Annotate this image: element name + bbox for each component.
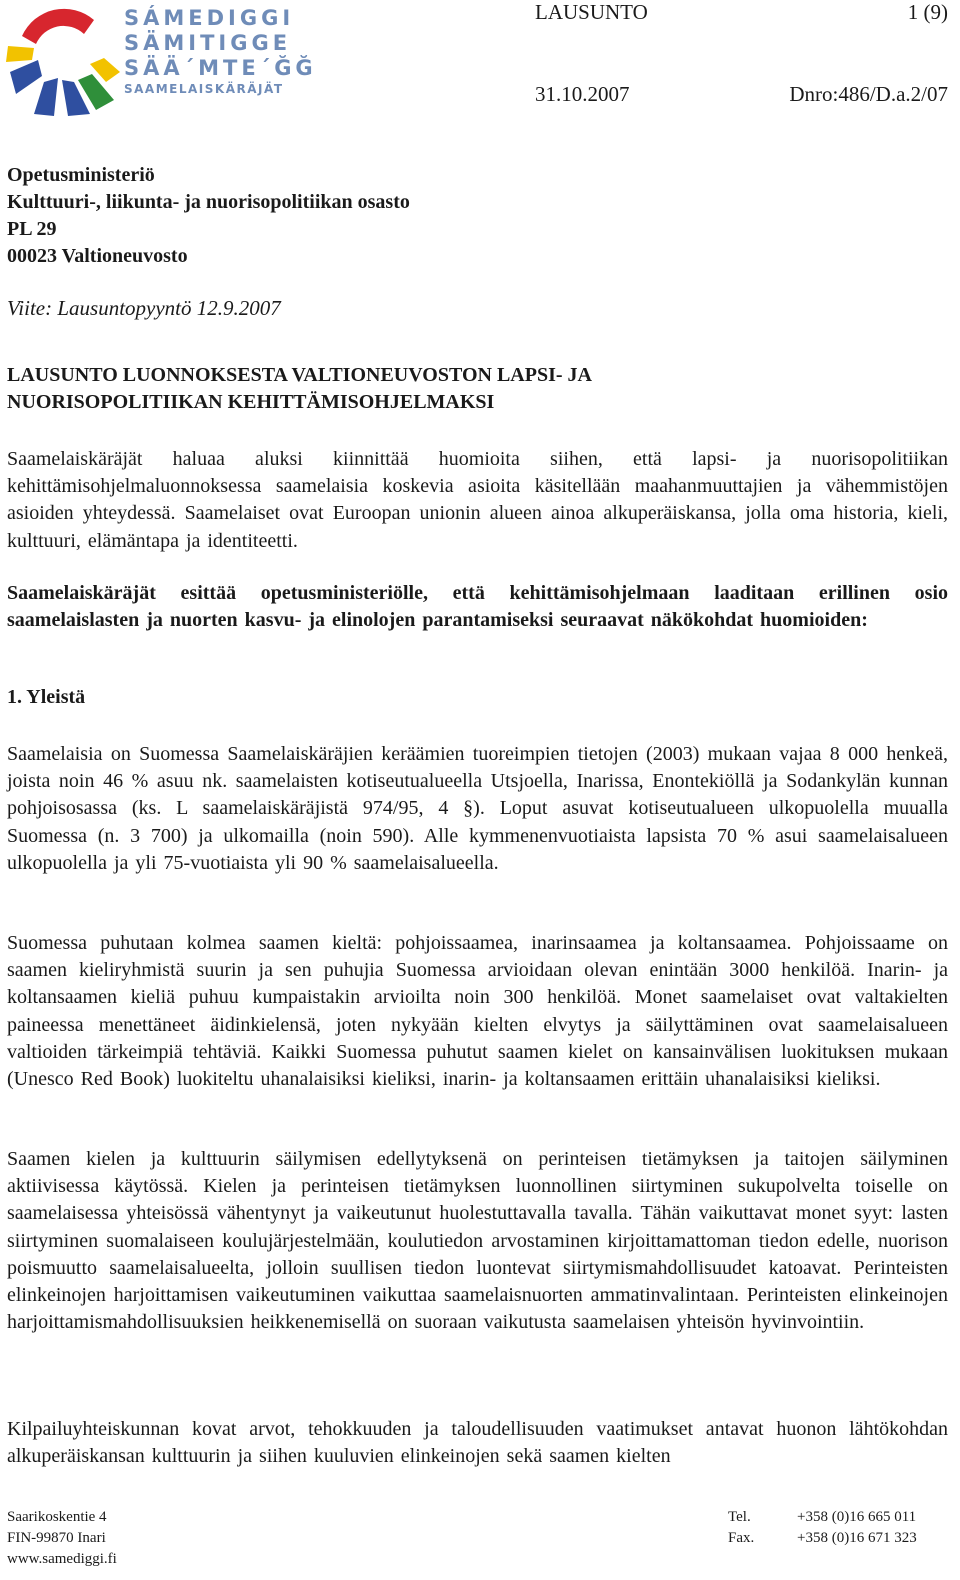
- recipient-line: Opetusministeriö: [7, 164, 155, 186]
- body-paragraph-1: Saamelaisia on Suomessa Saamelaiskäräjien keräämien tuoreimpien tietojen (2003) mukaan vajaa 8 000 henkeä, joista noin 46 % asuu nk. saamelaisten kotiseutualueella Utsjoella, Inarissa, Enontekiöllä ja Sodankylän kunnan pohjoisosassa (ks. L saamelaiskäräjistä 974/95, 4 §). Loput asuvat kotiseutualueen ulkopuolella muualla Suomessa (n. 3 700) ja ulkomailla (noin 590). Alle kymmenenvuotiaista lapsista 70 % asui saamelaisalueen ulkopuolella ja yli 75-vuotiaista yli 90 % saamelaisalueella.: [7, 743, 948, 874]
- footer-phone-numbers: [797, 1507, 917, 1549]
- sun-emblem-icon: [4, 2, 124, 122]
- footer-website-link[interactable]: www.samediggi.fi: [7, 1551, 117, 1567]
- recipient-line: 00023 Valtioneuvosto: [7, 245, 188, 267]
- logo-line-1: SÁMEDIGGI: [124, 6, 295, 30]
- body-paragraph-4: Kilpailuyhteiskunnan kovat arvot, tehokkuuden ja taloudellisuuden vaatimukset antavat huonon lähtökohdan alkuperäiskansan kulttuurin ja siihen kuuluvien elinkeinojen sekä saamen kielten: [7, 1418, 948, 1468]
- footer-address: [7, 1507, 117, 1570]
- title-line-1: LAUSUNTO LUONNOKSESTA VALTIONEUVOSTON LAPSI- JA: [7, 364, 592, 386]
- intro-paragraph: Saamelaiskäräjät haluaa aluksi kiinnittää huomioita siihen, että lapsi- ja nuorisopolitiikan kehittämisohjelmaluonnoksessa saamelaisia koskevia asioita käsitellään maahanmuuttajien ja vähemmistöjen asioiden yhteydessä. Saamelaiset ovat Euroopan unionin alueen ainoa alkuperäiskansa, jolla oma historia, kieli, kulttuuri, elämäntapa ja identiteetti.: [7, 448, 948, 552]
- document-title: [7, 362, 953, 416]
- fax-label: Fax.: [728, 1530, 755, 1546]
- document-type: LAUSUNTO: [535, 0, 648, 24]
- reference-line: Viite: Lausuntopyyntö 12.9.2007: [7, 296, 281, 320]
- footer-postal: FIN-99870 Inari: [7, 1530, 106, 1546]
- recipient-line: Kulttuuri-, liikunta- ja nuorisopolitiikan osasto: [7, 191, 410, 213]
- footer-phone-labels: [728, 1507, 754, 1549]
- title-line-2: NUORISOPOLITIIKAN KEHITTÄMISOHJELMAKSI: [7, 391, 495, 413]
- tel-label: Tel.: [728, 1509, 751, 1525]
- tel-number: +358 (0)16 665 011: [797, 1509, 917, 1525]
- document-date: 31.10.2007: [535, 82, 630, 106]
- logo-subtitle: SAAMELAISKÄRÄJÄT: [124, 82, 284, 96]
- recipient-line: PL 29: [7, 218, 57, 240]
- body-paragraph-3: Saamen kielen ja kulttuurin säilymisen edellytyksenä on perinteisen tietämyksen ja taitojen säilyminen aktiivisessa käytössä. Kielen ja perinteisen tietämyksen luonnollinen siirtyminen sukupolvelta toiselle on saamelaisessa yhteisössä vähentynyt ja vaikeutunut huolestuttavalla tavalla. Tähän vaikuttavat monet syyt: lasten siirtyminen suomalaiseen koulujärjestelmään, koulutiedon arvostaminen kirjoittamattoman tiedon edelle, nuorison poismuutto saamelaisalueelta, jolloin suullisen tiedon luontevat siirtymismahdollisuudet katoavat. Perinteisten elinkeinojen harjoittamisen vaikeutuminen vaikuttaa saamelaisnuorten ammatinvalintaan. Perinteisten elinkeinojen harjoittamismahdollisuuksien heikkenemisellä on suoraan vaikutusta saamelaisen yhteisön hyvinvointiin.: [7, 1148, 948, 1334]
- recipient-address: [7, 162, 410, 270]
- document-number: Dnro:486/D.a.2/07: [789, 82, 948, 106]
- samediggi-logo: [4, 2, 317, 122]
- proposal-paragraph: Saamelaiskäräjät esittää opetusministeriölle, että kehittämisohjelmaan laaditaan erillinen osio saamelaislasten ja nuorten kasvu- ja elinolojen parantamiseksi seuraavat näkökohdat huomioiden:: [7, 582, 948, 632]
- section-heading: 1. Yleistä: [7, 686, 86, 708]
- fax-number: +358 (0)16 671 323: [797, 1530, 917, 1546]
- page-number: 1 (9): [907, 0, 948, 24]
- body-paragraph-2: Suomessa puhutaan kolmea saamen kieltä: pohjoissaamea, inarinsaamea ja koltansaamea. Pohjoissaame on saamen kieliryhmistä suurin ja sen puhujia Suomessa arvioidaan olevan enintään 3000 henkilöä. Inarin- ja koltansaamen kieliä puhuu kumpaistakin arvioilta noin 300 henkilöä. Monet saamelaiset ovat valtakielten paineessa menettäneet äidinkielensä, joten nykyään kielten elvytys ja säilyttäminen ovat saamelaisalueen valtioiden tärkeimpiä tehtäviä. Kaikki Suomessa puhutut saamen kielet on kansainvälisen luokituksen mukaan (Unesco Red Book) luokiteltu uhanalaisiksi kieliksi, inarin- ja koltansaamen erittäin uhanalaisiksi kieliksi.: [7, 932, 948, 1091]
- footer-street: Saarikoskentie 4: [7, 1509, 107, 1525]
- logo-line-3: SÄÄ´MTE´ĞĞ: [124, 56, 317, 80]
- logo-line-2: SÄMITIGGE: [124, 31, 292, 55]
